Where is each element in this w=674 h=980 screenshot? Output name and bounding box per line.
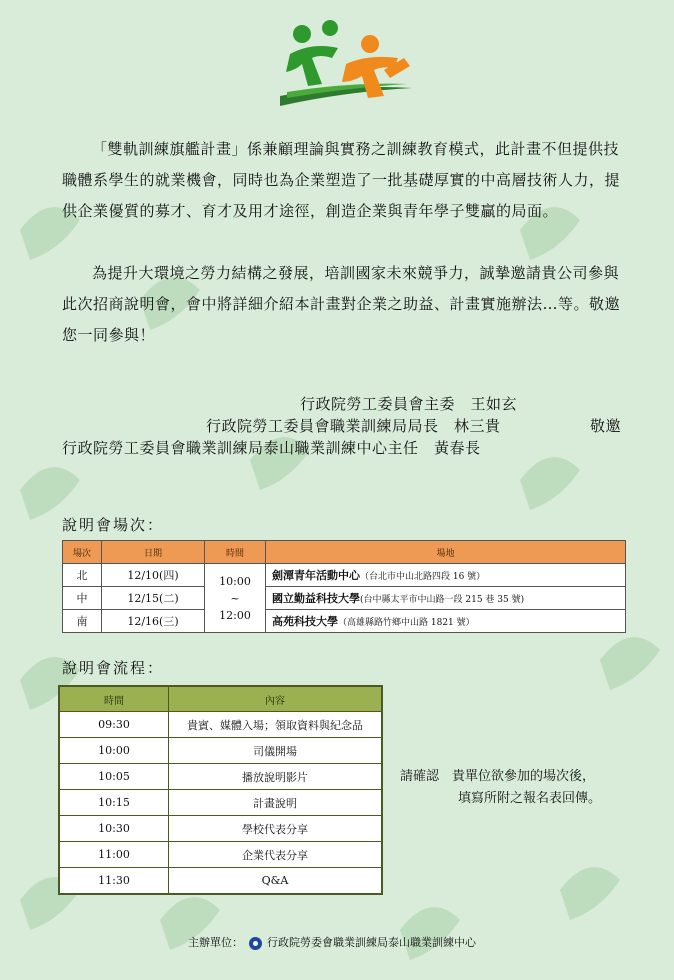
venue-address: （台北市中山北路四段 16 號） [360, 572, 486, 582]
flow-content: 播放說明影片 [169, 764, 383, 790]
venue-header-session: 場次 [63, 541, 102, 564]
venue-header-time: 時間 [205, 541, 266, 564]
flow-section-title: 說明會流程： [62, 659, 165, 677]
flow-time: 11:00 [59, 842, 169, 868]
venue-table [62, 540, 626, 633]
venue-time-start: 10:00 [219, 574, 251, 588]
table-row [59, 868, 382, 895]
invite-text: 敬邀 [590, 417, 622, 435]
venue-name: 國立勤益科技大學 [272, 592, 360, 605]
signatory-line-2: 行政院勞工委員會職業訓練局局長 林三貴 [206, 417, 501, 435]
venue-date: 12/15(二) [102, 587, 205, 610]
venue-address: (台中縣太平市中山路一段 215 巷 35 號) [360, 595, 525, 605]
registration-note [400, 766, 601, 810]
flow-time: 09:30 [59, 712, 169, 738]
table-row [63, 587, 626, 610]
venue-region: 南 [63, 610, 102, 633]
flow-time: 10:05 [59, 764, 169, 790]
table-row [59, 738, 382, 764]
flow-content: 貴賓、媒體入場；領取資料與紀念品 [169, 712, 383, 738]
venue-header-location: 場地 [266, 541, 626, 564]
signatory-line-3: 行政院勞工委員會職業訓練局泰山職業訓練中心主任 黃春長 [62, 439, 481, 457]
table-row [63, 564, 626, 587]
table-row [59, 764, 382, 790]
signatory-line-1: 行政院勞工委員會主委 王如玄 [300, 395, 518, 413]
flow-content: 司儀開場 [169, 738, 383, 764]
venue-time-separator: ~ [230, 591, 240, 605]
organizer-label: 主辦單位： [188, 936, 243, 949]
venue-location [266, 587, 626, 610]
venue-name: 劍潭青年活動中心 [272, 569, 360, 582]
venue-time-end: 12:00 [219, 608, 251, 622]
flow-header-time: 時間 [59, 686, 169, 712]
flow-time: 10:15 [59, 790, 169, 816]
venue-name: 高苑科技大學 [272, 615, 338, 628]
venue-region: 中 [63, 587, 102, 610]
note-line-2: 填寫所附之報名表回傳。 [458, 791, 602, 806]
flow-time: 10:30 [59, 816, 169, 842]
venue-location [266, 610, 626, 633]
flow-time: 11:30 [59, 868, 169, 895]
venue-table-header [63, 541, 626, 564]
venue-header-date: 日期 [102, 541, 205, 564]
flow-header-content: 內容 [169, 686, 383, 712]
flow-table [58, 685, 383, 895]
intro-paragraph-1: 「雙軌訓練旗艦計畫」係兼顧理論與實務之訓練教育模式，此計畫不但提供技職體系學生的就業機會，同時也為企業塑造了一批基礎厚實的中高層技術人力，提供企業優質的募才、育才及用才途徑，創造企業與青年學子雙贏的局面。 [62, 140, 621, 220]
flow-table-header [59, 686, 382, 712]
flow-content: Q&A [169, 868, 383, 895]
organizer-name: 行政院勞委會職業訓練局泰山職業訓練中心 [267, 936, 476, 949]
venue-location [266, 564, 626, 587]
organizer-footer [188, 934, 476, 950]
venue-section-title: 說明會場次： [62, 516, 165, 534]
table-row [59, 712, 382, 738]
venue-date: 12/16(三) [102, 610, 205, 633]
table-row [59, 816, 382, 842]
intro-paragraph-2: 為提升大環境之勞力結構之發展，培訓國家未來競爭力，誠摯邀請貴公司參與此次招商說明會，會中將詳細介紹本計畫對企業之助益、計畫實施辦法…等。敬邀您一同參與！ [62, 264, 621, 344]
flow-content: 學校代表分享 [169, 816, 383, 842]
flow-content: 計畫說明 [169, 790, 383, 816]
program-logo [272, 14, 420, 114]
venue-region: 北 [63, 564, 102, 587]
venue-time [205, 564, 266, 633]
government-seal-icon [249, 937, 262, 950]
table-row [59, 842, 382, 868]
venue-date: 12/10(四) [102, 564, 205, 587]
table-row [63, 610, 626, 633]
venue-address: （高雄縣路竹鄉中山路 1821 號） [338, 618, 475, 628]
note-line-1: 請確認 貴單位欲參加的場次後， [400, 769, 596, 784]
table-row [59, 790, 382, 816]
flow-content: 企業代表分享 [169, 842, 383, 868]
flow-time: 10:00 [59, 738, 169, 764]
